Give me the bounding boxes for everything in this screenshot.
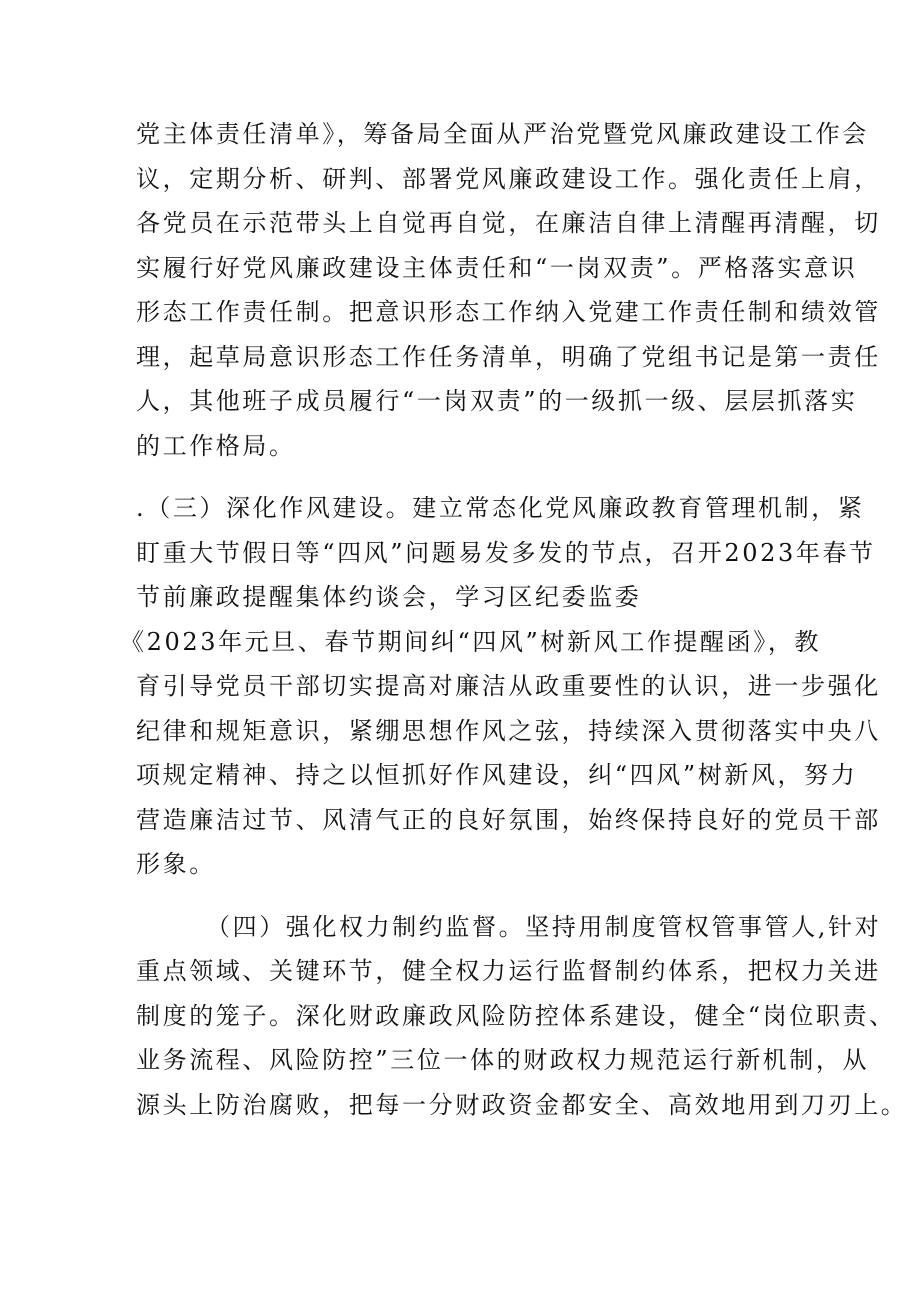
- paragraph-section-4: [136, 905, 908, 1128]
- text-line: 制度的笼子。深化财政廉政风险防控体系建设，健全“岗位职责、: [136, 1001, 896, 1030]
- text-line: 项规定精神、持之以恒抓好作风建设，纠“四风”树新风，努力: [136, 761, 858, 789]
- section-heading-line: （四）强化权力制约监督。坚持用制度管权管事管人,针对: [206, 912, 882, 941]
- text-line: 形象。: [136, 850, 216, 878]
- paragraph-spacer: [136, 887, 806, 905]
- text-line: 盯重大节假日等“四风”问题易发多发的节点，召开2023年春节: [136, 538, 876, 567]
- paragraph-section-3: [120, 486, 881, 887]
- text-line: 《2023年元旦、春节期间纠“四风”树新风工作提醒函》，教: [120, 627, 822, 656]
- text-line: 形态工作责任制。把意识形态工作纳入党建工作责任制和绩效管: [136, 298, 881, 326]
- text-line: 议，定期分析、研判、部署党风廉政建设工作。强化责任上肩，: [136, 164, 881, 193]
- text-line: 重点领域、关键环节，健全权力运行监督制约体系，把权力关进: [136, 957, 881, 985]
- text-line: 理，起草局意识形态工作任务清单，明确了党组书记是第一责任: [136, 342, 881, 371]
- paragraph-spacer: [136, 468, 806, 486]
- text-line: 党主体责任清单》，筹备局全面从严治党暨党风廉政建设工作会: [136, 120, 869, 148]
- text-line: 实履行好党风廉政建设主体责任和“一岗双责”。严格落实意识: [136, 253, 858, 282]
- text-line: 纪律和规矩意识，紧绷思想作风之弦，持续深入贯彻落实中央八: [136, 716, 881, 745]
- text-line: 节前廉政提醒集体约谈会，学习区纪委监委: [136, 583, 642, 611]
- text-line: 源头上防治腐败，把每一分财政资金都安全、高效地用到刀刃上。: [136, 1090, 908, 1119]
- text-line: 的工作格局。: [136, 431, 296, 460]
- text-line: 各党员在示范带头上自觉再自觉，在廉洁自律上清醒再清醒，切: [136, 209, 881, 237]
- document-body: [120, 112, 908, 1127]
- text-line: 人，其他班子成员履行“一岗双责”的一级抓一级、层层抓落实: [136, 387, 858, 415]
- text-line: 育引导党员干部切实提高对廉洁从政重要性的认识，进一步强化: [136, 672, 881, 700]
- section-heading-line: .（三）深化作风建设。建立常态化党风廉政教育管理机制，紧: [136, 494, 865, 522]
- text-line: 营造廉洁过节、风清气正的良好氛围，始终保持良好的党员干部: [136, 805, 881, 834]
- paragraph-responsibility: [136, 112, 881, 468]
- text-line: 业务流程、风险防控”三位一体的财政权力规范运行新机制，从: [136, 1046, 870, 1074]
